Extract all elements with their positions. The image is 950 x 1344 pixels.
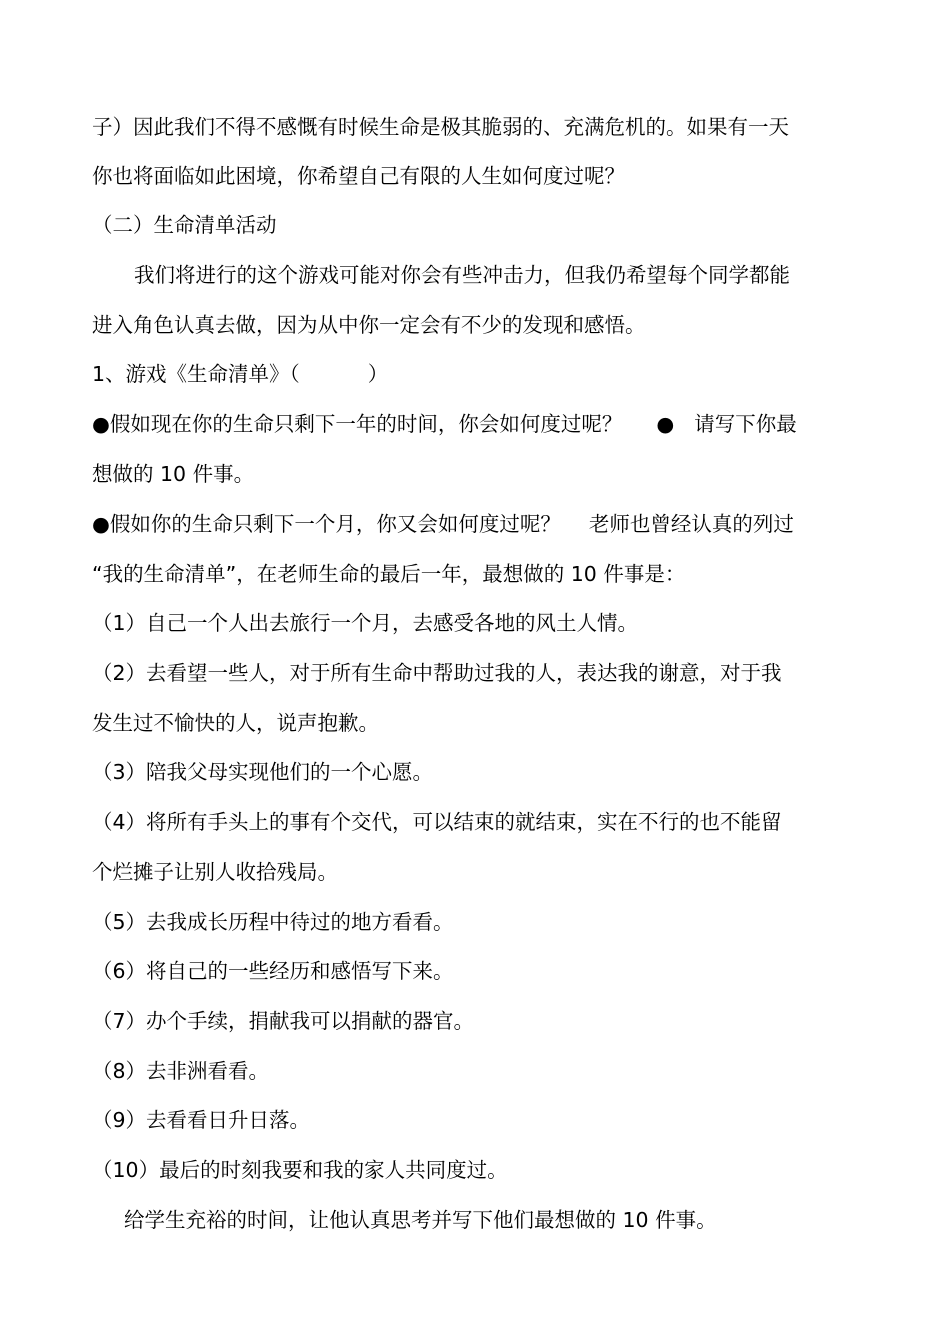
list-item: （8）去非洲看看。: [92, 1059, 270, 1083]
bullet-text: 请写下你最: [694, 412, 797, 436]
list-item: （1）自己一个人出去旅行一个月，去感受各地的风土人情。: [92, 611, 639, 635]
game-title-text: 1、游戏《生命清单》（: [92, 362, 300, 386]
list-item: （7）办个手续，捐献我可以捐献的器官。: [92, 1009, 475, 1033]
closing-paragraph: 给学生充裕的时间，让他认真思考并写下他们最想做的 10 件事。: [124, 1208, 717, 1232]
game-title-close: ）: [367, 362, 389, 386]
paragraph-line: “我的生命清单”，在老师生命的最后一年，最想做的 10 件事是：: [92, 562, 686, 586]
bullet-line: [92, 510, 862, 538]
list-item: （9）去看看日升日落。: [92, 1108, 311, 1132]
list-item: （6）将自己的一些经历和感悟写下来。: [92, 959, 454, 983]
list-item: （3）陪我父母实现他们的一个心愿。: [92, 760, 434, 784]
list-item: （2）去看望一些人，对于所有生命中帮助过我的人，表达我的谢意，对于我: [92, 661, 782, 685]
bullet-text: 老师也曾经认真的列过: [588, 512, 794, 536]
paragraph-line: 我们将进行的这个游戏可能对你会有些冲击力，但我仍希望每个同学都能: [134, 263, 790, 287]
paragraph-line: 想做的 10 件事。: [92, 462, 255, 486]
list-item: （10）最后的时刻我要和我的家人共同度过。: [92, 1158, 508, 1182]
paragraph-line: 进入角色认真去做，因为从中你一定会有不少的发现和感悟。: [92, 313, 646, 337]
bullet-text: ●假如现在你的生命只剩下一年的时间，你会如何度过呢？: [92, 412, 623, 436]
paragraph-line: 子）因此我们不得不感慨有时候生命是极其脆弱的、充满危机的。如果有一天: [92, 115, 789, 139]
game-title: [92, 360, 862, 388]
bullet-line: [92, 410, 862, 438]
list-item-continued: 个烂摊子让别人收拾残局。: [92, 860, 338, 884]
bullet-icon: ●: [656, 412, 675, 436]
bullet-text: ●假如你的生命只剩下一个月，你又会如何度过呢？: [92, 512, 561, 536]
list-item: （4）将所有手头上的事有个交代，可以结束的就结束，实在不行的也不能留: [92, 810, 782, 834]
list-item-continued: 发生过不愉快的人，说声抱歉。: [92, 711, 379, 735]
section-heading: （二）生命清单活动: [92, 213, 277, 237]
paragraph-line: 你也将面临如此困境，你希望自己有限的人生如何度过呢？: [92, 164, 625, 188]
list-item: （5）去我成长历程中待过的地方看看。: [92, 910, 454, 934]
